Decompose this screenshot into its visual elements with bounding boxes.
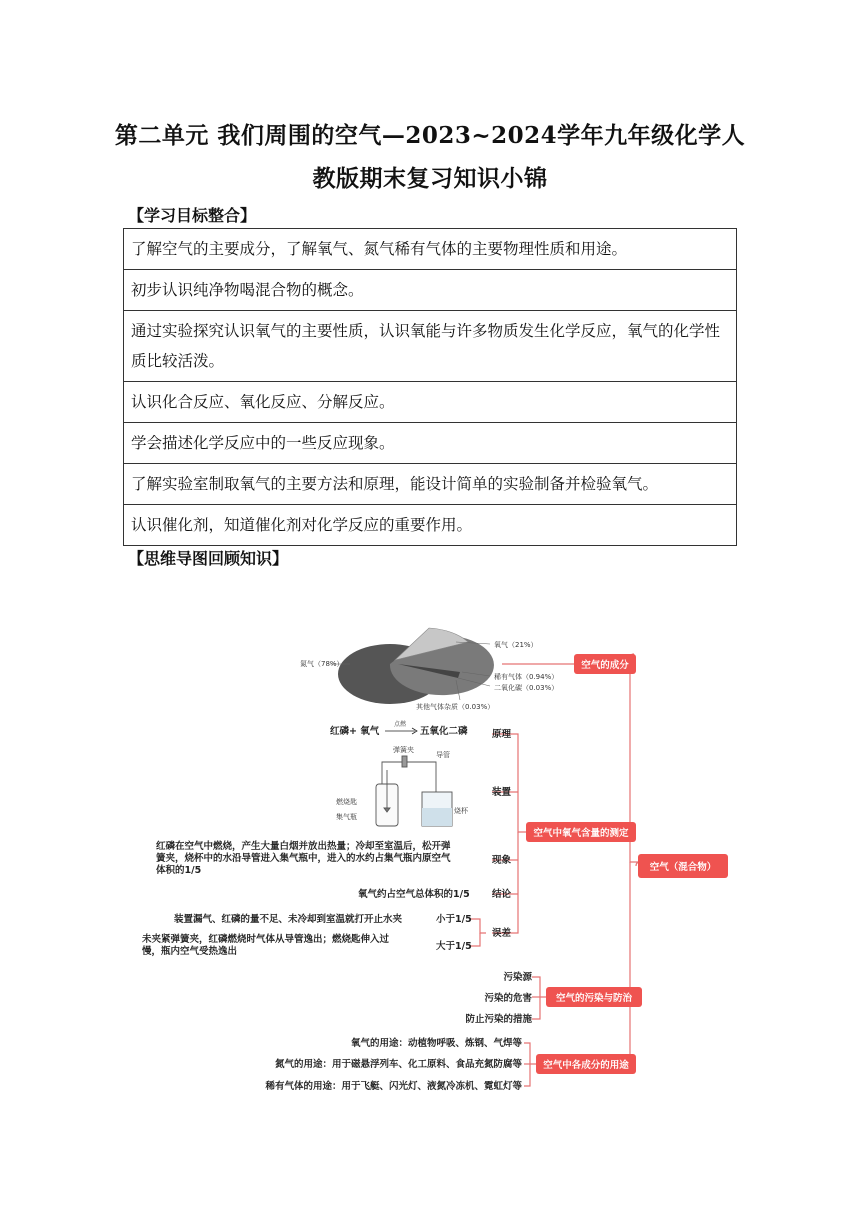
pollution-harm: 污染的危害 <box>484 993 532 1004</box>
pie-label-co2: 二氧化碳（0.03%） <box>494 684 559 692</box>
apparatus-diagram <box>376 756 452 826</box>
apparatus-label: 装置 <box>492 787 512 798</box>
section-mindmap-heading: 【思维导图回顾知识】 <box>128 549 289 568</box>
bottle-label: 集气瓶 <box>336 813 357 821</box>
table-row <box>124 505 737 546</box>
pie-label-oxygen: 氧气（21%） <box>494 641 538 649</box>
error-more-text-2: 慢，瓶内空气受热逸出 <box>142 946 238 957</box>
branch-pollution-label: 空气的污染与防治 <box>555 993 633 1004</box>
error-label: 误差 <box>492 928 512 939</box>
pollution-source: 污染源 <box>503 972 532 983</box>
page-title: 第二单元 我们周围的空气—2023~2024学年九年级化学人 <box>114 122 746 149</box>
goal-cell: 学会描述化学反应中的一些反应现象。 <box>124 423 737 464</box>
goal-cell: 初步认识纯净物喝混合物的概念。 <box>124 270 737 311</box>
equation-right: 五氧化二磷 <box>420 726 468 737</box>
goal-cell: 认识催化剂，知道催化剂对化学反应的重要作用。 <box>124 505 737 546</box>
table-row <box>124 311 737 382</box>
error-less-text: 装置漏气、红磷的量不足、未冷却到室温就打开止水夹 <box>174 914 403 925</box>
uses-oxygen: 氧气的用途：动植物呼吸、炼钢、气焊等 <box>350 1038 522 1049</box>
equation-condition: 点燃 <box>393 721 407 728</box>
error-less-label: 小于1/5 <box>436 914 472 925</box>
section-goals-heading: 【学习目标整合】 <box>128 206 257 225</box>
branch-composition-label: 空气的成分 <box>581 660 629 671</box>
uses-nitrogen: 氮气的用途：用于磁悬浮列车、化工原料、食品充氮防腐等 <box>274 1059 522 1070</box>
goals-table <box>123 228 737 546</box>
table-row <box>124 382 737 423</box>
uses-rare: 稀有气体的用途：用于飞艇、闪光灯、液氮冷冻机、霓虹灯等 <box>265 1081 522 1092</box>
goal-cell: 通过实验探究认识氧气的主要性质，认识氧能与许多物质发生化学反应，氧气的化学性质比较活泼。 <box>124 311 737 382</box>
goal-cell: 认识化合反应、氧化反应、分解反应。 <box>124 382 737 423</box>
table-row <box>124 464 737 505</box>
pie-label-nitrogen: 氮气（78%） <box>300 660 344 668</box>
tube-label: 导管 <box>436 751 450 759</box>
phenomenon-label: 现象 <box>492 855 512 866</box>
pollution-prevent: 防止污染的措施 <box>465 1014 532 1025</box>
phenomenon-text-2: 簧夹，烧杯中的水沿导管进入集气瓶中，进入的水约占集气瓶内原空气 <box>156 853 451 864</box>
pie-label-rare: 稀有气体（0.94%） <box>494 673 559 681</box>
error-more-text-1: 未夹紧弹簧夹，红磷燃烧时气体从导管逸出；燃烧匙伸入过 <box>142 934 390 945</box>
table-row <box>124 270 737 311</box>
table-row <box>124 229 737 270</box>
page-title-line2: 教版期末复习知识小锦 <box>312 165 548 192</box>
table-row <box>124 423 737 464</box>
composition-pie <box>330 628 494 704</box>
spring-clamp-label: 弹簧夹 <box>393 746 414 754</box>
spoon-label: 燃烧匙 <box>336 798 357 806</box>
beaker-label: 烧杯 <box>454 807 468 815</box>
branch-measurement-label: 空气中氧气含量的测定 <box>533 828 629 839</box>
phenomenon-text-3: 体积的1/5 <box>156 865 202 876</box>
goal-cell: 了解实验室制取氧气的主要方法和原理，能设计简单的实验制备并检验氧气。 <box>124 464 737 505</box>
root-label: 空气（混合物） <box>649 862 717 873</box>
phenomenon-text-1: 红磷在空气中燃烧，产生大量白烟并放出热量；冷却至室温后，松开弹 <box>156 841 451 852</box>
equation-left: 红磷+ 氧气 <box>330 726 380 737</box>
pie-label-other: 其他气体杂质（0.03%） <box>416 703 495 711</box>
branch-uses-label: 空气中各成分的用途 <box>543 1060 629 1071</box>
principle-label: 原理 <box>492 729 512 740</box>
goal-cell: 了解空气的主要成分，了解氧气、氮气稀有气体的主要物理性质和用途。 <box>124 229 737 270</box>
error-more-label: 大于1/5 <box>436 941 472 952</box>
conclusion-label: 结论 <box>492 889 512 900</box>
mind-map <box>140 612 740 1102</box>
conclusion-text: 氧气约占空气总体积的1/5 <box>358 889 470 900</box>
